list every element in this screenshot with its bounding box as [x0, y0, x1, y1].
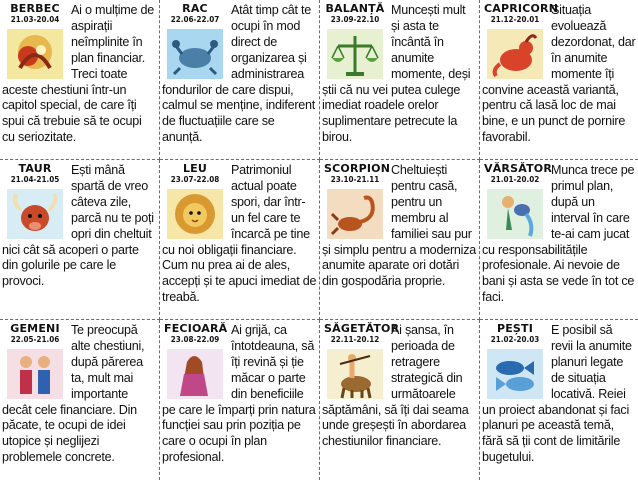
- sign-cell-fecioara: [160, 320, 320, 480]
- sign-cell-pesti: [480, 320, 638, 480]
- sign-cell-varsator: [480, 160, 638, 320]
- sign-cell-leu: [160, 160, 320, 320]
- sign-cell-capricorn: [480, 0, 638, 160]
- sign-name: RAC: [182, 2, 208, 15]
- sign-name: TAUR: [18, 162, 52, 175]
- sign-dates: 23.07-22.08: [170, 175, 220, 184]
- sign-dates: 21.03-20.04: [10, 15, 60, 24]
- sign-name: BERBEC: [10, 2, 60, 15]
- sign-name: SCORPION: [324, 162, 391, 175]
- sign-text: Patrimoniul actual poate spori, dar într-un fel care te încarcă pe tine cu noi obligații financiare. Cum nu prea ai de ales, accepți și te apuci imediat de treabă.: [162, 163, 317, 305]
- sign-text: Ai o mulțime de aspirații neîmplinite în plan financiar. Treci toate aceste chestiuni într-un capitol special, de care îți spui că trebuie să te ocupi cu seriozitate.: [2, 3, 155, 145]
- sign-name: LEU: [182, 162, 208, 175]
- sign-cell-gemeni: [0, 320, 160, 480]
- sign-name: PEȘTI: [496, 322, 534, 335]
- sign-name: SĂGETĂTOR: [324, 322, 400, 335]
- sign-name: GEMENI: [10, 322, 60, 335]
- sign-text: E posibil să revii la anumite planuri legate de situația locativă. Reiei un proiect abandonat și faci planuri pe această temă, fără să ții cont de limitările bugetului.: [482, 323, 632, 465]
- sign-dates: 23.10-21.11: [330, 175, 380, 184]
- sign-text: Muncești mult și asta te încântă în anumite momente, deși știi că nu vei putea culege imediat roadele orelor suplimentare petrecute la birou.: [322, 3, 471, 145]
- sign-dates: 21.02-20.03: [490, 335, 540, 344]
- sign-cell-rac: [160, 0, 320, 160]
- sign-name: FECIOARĂ: [164, 322, 228, 335]
- sign-name: BALANȚĂ: [325, 2, 385, 15]
- sign-dates: 22.11-20.12: [330, 335, 380, 344]
- sign-dates: 23.08-22.09: [170, 335, 220, 344]
- sign-dates: 21.04-21.05: [10, 175, 60, 184]
- sign-name: VĂRSĂTOR: [484, 162, 553, 175]
- sign-dates: 21.01-20.02: [490, 175, 540, 184]
- sign-cell-balanta: [320, 0, 480, 160]
- sign-cell-taur: [0, 160, 160, 320]
- sign-text: Atât timp cât te ocupi în mod direct de organizarea și administrarea fondurilor de care dispui, calmul se menține, indiferent de fluctuațiile care se anunță.: [162, 3, 316, 145]
- sign-cell-sagetator: [320, 320, 480, 480]
- sign-cell-berbec: [0, 0, 160, 160]
- sign-name: CAPRICORN: [484, 2, 559, 15]
- sign-text: Situația evoluează dezordonat, dar în anumite momente îți convine această variantă, pentru că lasă loc de mai bine, e un punct de pornire favorabil.: [482, 3, 636, 145]
- sign-dates: 22.06-22.07: [170, 15, 220, 24]
- sign-dates: 22.05-21.06: [10, 335, 60, 344]
- sign-text: Te preocupă alte chestiuni, după părerea ta, mult mai importante decât cele financiare. Din păcate, te ocupi de idei utopice și neglijezi problemele concrete.: [2, 323, 145, 465]
- sign-text: Ești mână spartă de vreo câteva zile, parcă nu te poți opri din cheltuit nici cât să acoperi o parte din golurile pe care le provoci.: [2, 163, 154, 289]
- sign-text: Cheltuiești pentru casă, pentru un membru al familiei sau pur și simplu pentru a moderniza anumite aparate ori dotări din gospodăria proprie.: [322, 163, 476, 289]
- sign-text: Munca trece pe primul plan, după un interval în care te-ai cam jucat cu responsabilitățile profesionale. Ai nevoie de bani și asta se vede în tot ce faci.: [482, 163, 635, 305]
- sign-cell-scorpion: [320, 160, 480, 320]
- sign-text: Ai șansa, în perioada de retragere strategică din următoarele săptămâni, să îți dai seama unde greșești în abordarea chestiunilor financiare.: [322, 323, 469, 449]
- sign-dates: 21.12-20.01: [490, 15, 540, 24]
- sign-dates: 23.09-22.10: [330, 15, 380, 24]
- sign-text: Ai grijă, ca întotdeauna, să îți revină și ție măcar o parte din beneficiile pe care le împarți prin natura funcției sau prin poziția pe care o ocupi în plan profesional.: [162, 323, 316, 465]
